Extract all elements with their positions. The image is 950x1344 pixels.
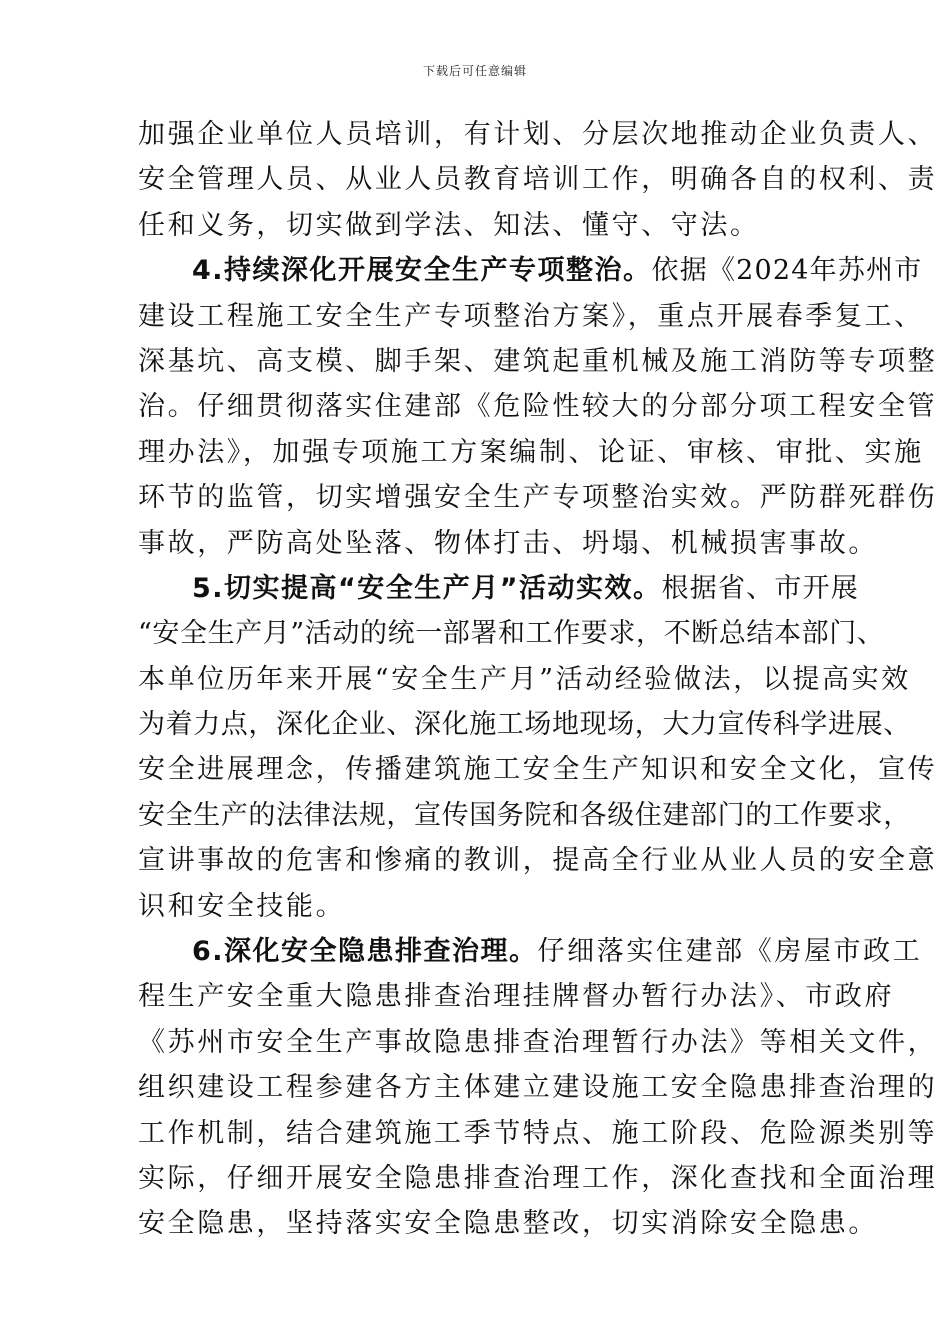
- document-body: [138, 112, 938, 1247]
- text-line: 安全管理人员、从业人员教育培训工作，明确各自的权利、责: [138, 164, 938, 196]
- page-header: 下载后可任意编辑: [422, 64, 527, 78]
- text-line: 事故，严防高处坠落、物体打击、坍塌、机械损害事故。: [138, 527, 878, 559]
- text-line: 理办法》，加强专项施工方案编制、论证、审核、审批、实施: [138, 436, 924, 468]
- text-line: 组织建设工程参建各方主体建立建设施工安全隐患排查治理的: [138, 1072, 938, 1104]
- text-line: 深基坑、高支模、脚手架、建筑起重机械及施工消防等专项整: [138, 345, 938, 377]
- text-line: 识和安全技能。: [138, 890, 346, 922]
- text-line: 《苏州市安全生产事故隐患排查治理暂行办法》等相关文件，: [138, 1026, 938, 1058]
- paragraph-safety-month: [138, 566, 938, 929]
- section-heading-6: 6.深化安全隐患排查治理。: [192, 936, 538, 968]
- text-line: [138, 929, 923, 974]
- section-lead-5: 根据省、市开展: [661, 572, 859, 604]
- paragraph-special-rectification: [138, 248, 938, 566]
- text-line: 安全进展理念，传播建筑施工安全生产知识和安全文化，宣传: [138, 754, 938, 786]
- text-line: 建设工程施工安全生产专项整治方案》，重点开展春季复工、: [138, 300, 924, 332]
- text-line: 治。仔细贯彻落实住建部《危险性较大的分部分项工程安全管: [138, 391, 938, 423]
- text-line: 安全隐患，坚持落实安全隐患整改，切实消除安全隐患。: [138, 1208, 878, 1240]
- section-lead-4: 依据《2024年苏州市: [651, 255, 923, 287]
- text-line: 本单位历年来开展“安全生产月”活动经验做法，以提高实效: [138, 663, 911, 695]
- text-line: 实际，仔细开展安全隐患排查治理工作，深化查找和全面治理: [138, 1162, 938, 1194]
- text-line: 任和义务，切实做到学法、知法、懂守、守法。: [138, 209, 760, 241]
- text-line: 为着力点，深化企业、深化施工场地现场，大力宣传科学进展、: [138, 709, 911, 741]
- text-line: [138, 248, 923, 293]
- text-line: 宣讲事故的危害和惨痛的教训，提高全行业从业人员的安全意: [138, 845, 938, 877]
- text-line: 安全生产的法律法规，宣传国务院和各级住建部门的工作要求，: [138, 799, 911, 831]
- text-line: “安全生产月”活动的统一部署和工作要求，不断总结本部门、: [138, 618, 885, 650]
- text-line: 环节的监管，切实增强安全生产专项整治实效。严防群死群伤: [138, 482, 938, 514]
- text-line: 加强企业单位人员培训，有计划、分层次地推动企业负责人、: [138, 119, 938, 150]
- text-line: 程生产安全重大隐患排查治理挂牌督办暂行办法》、市政府: [138, 981, 895, 1013]
- section-heading-5: 5.切实提高“安全生产月”活动实效。: [192, 572, 662, 604]
- section-lead-6: 仔细落实住建部《房屋市政工: [537, 936, 923, 968]
- paragraph-hazard-inspection: [138, 929, 938, 1247]
- text-line: 工作机制，结合建筑施工季节特点、施工阶段、危险源类别等: [138, 1117, 938, 1149]
- section-heading-4: 4.持续深化开展安全生产专项整治。: [192, 255, 652, 287]
- text-line: [138, 566, 873, 611]
- paragraph-training: [138, 112, 938, 248]
